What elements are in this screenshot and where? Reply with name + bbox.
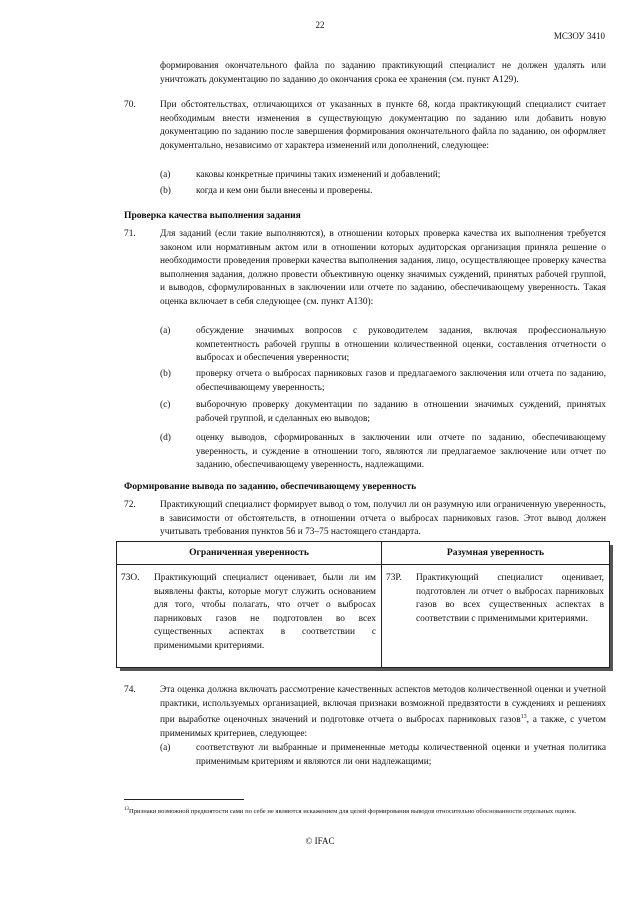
para-72-text: Практикующий специалист формирует вывод о том, получил ли он разумную или ограниченную уверенность, в зависимости от обстоятельств, в отношении отчета о выбросах парниковых газов. Этот вывод должен учитывать требования пунктов 56 и 73–75 настоящего стандарта. bbox=[160, 500, 606, 538]
para-70-item-a-label: (a) bbox=[160, 170, 171, 180]
table-right-text: Практикующий специалист оценивает, подготовлен ли отчет о выбросах парниковых газов во всех существенных аспектах в соответствии с применимыми критериями. bbox=[416, 573, 604, 624]
para-74-number: 74. bbox=[124, 685, 136, 695]
table-left-text: Практикующий специалист оценивает, были ли им выявлены факты, которые могут служить основанием для того, чтобы полагать, что отчет о выбросах парниковых газов не подготовлен во всех существенных аспектах в соответствии с применимыми критериями. bbox=[154, 573, 376, 651]
para-70-item-a-text: каковы конкретные причины таких изменений и добавлений; bbox=[196, 170, 441, 180]
table-header-limited: Ограниченная уверенность bbox=[189, 547, 309, 558]
footer-copyright: © IFAC bbox=[305, 836, 335, 846]
page-number: 22 bbox=[315, 20, 325, 30]
para-71-item-c-label: (c) bbox=[160, 400, 171, 410]
para-71-text: Для заданий (если такие выполняются), в отношении которых проверка качества их выполнения требуется законом или нормативным актом или в отношении которых аудиторская организация приняла решение о необходимости проведения проверки качества выполнения задания, лицо, осуществляющее проверку качества выполнения задания, должно провести объективную оценку значимых суждений, принятых рабочей группой, и выводов, сформулированных в заключении или отчете по заданию, обеспечивающему уверенность. Такая оценка включает в себя следующее (см. пункт A130): bbox=[160, 229, 606, 307]
para-71-item-b-label: (b) bbox=[160, 369, 171, 379]
para-70-item-b-label: (b) bbox=[160, 186, 171, 196]
footnote-number: 13 bbox=[124, 807, 129, 812]
para-71-item-c-text: выборочную проверку документации по заданию в отношении значимых суждений, принятых рабочей группой, и сделанных ею выводов; bbox=[196, 400, 606, 424]
table-right-number: 73P. bbox=[386, 573, 402, 583]
footnote-text: Признаки возможной предвзятости сами по себе не являются искажением для целей формирования выводов относительно обоснованности отдельных оценок. bbox=[129, 808, 577, 816]
table-shadow-bottom bbox=[120, 668, 613, 671]
table-column-divider bbox=[381, 542, 382, 667]
table-header-divider bbox=[117, 564, 609, 565]
para-71-number: 71. bbox=[124, 229, 136, 239]
para-74-item-a-text: соответствуют ли выбранные и примененные методы количественной оценки и учетная политика применимым критериям и являются ли они надлежащими; bbox=[196, 743, 606, 767]
para-71-item-d-label: (d) bbox=[160, 433, 171, 443]
para-71-item-a-label: (a) bbox=[160, 326, 171, 336]
para-74-item-a-label: (a) bbox=[160, 743, 171, 753]
intro-continuation: формирования окончательного файла по заданию практикующий специалист не должен удалять или уничтожать документацию по заданию до окончания срока ее хранения (см. пункт A129). bbox=[160, 61, 606, 85]
para-74-text bbox=[160, 684, 606, 742]
table-left-number: 73O. bbox=[121, 573, 140, 583]
para-74-text-before: Эта оценка должна включать рассмотрение качественных аспектов методов количественной оценки и учетной практики, используемых организацией, включая признаки возможной предвзятости в суждениях и решениях при выработке оценочных значений и подготовке отчета о выбросах парниковых газов bbox=[160, 685, 606, 726]
para-74-text-after: , а также, с учетом применимых критериев, следующее: bbox=[160, 715, 606, 739]
para-72-number: 72. bbox=[124, 500, 136, 510]
heading-conclusion: Формирование вывода по заданию, обеспечивающему уверенность bbox=[124, 481, 417, 492]
para-71-item-a-text: обсуждение значимых вопросов с руководителем задания, включая профессиональную компетентность рабочей группы в отношении количественной оценки, составления отчетности о выбросах и обеспечения уверенности; bbox=[196, 326, 606, 364]
document-code: МСЗОУ 3410 bbox=[553, 31, 605, 41]
table-shadow-right bbox=[610, 545, 613, 671]
table-header-reasonable: Разумная уверенность bbox=[446, 547, 545, 558]
footnote bbox=[124, 805, 606, 817]
para-71-item-d-text: оценку выводов, сформированных в заключении или отчете по заданию, обеспечивающему уверенность, и суждение в отношении того, являются ли предлагаемое заключение или отчет по заданию, обеспечивающему уверенность, надлежащими. bbox=[196, 433, 606, 471]
para-70-number: 70. bbox=[124, 100, 136, 110]
para-70-item-b-text: когда и кем они были внесены и проверены. bbox=[196, 186, 373, 196]
footnote-ref: 13 bbox=[520, 714, 527, 721]
footnote-rule bbox=[124, 799, 244, 800]
para-70-text: При обстоятельствах, отличающихся от указанных в пункте 68, когда практикующий специалист считает необходимым внести изменения в существующую документацию по заданию или добавить новую документацию по заданию после завершения формирования окончательного файла по заданию, он оформляет документально, независимо от характера изменений или дополнений, следующее: bbox=[160, 100, 606, 151]
assurance-table bbox=[116, 541, 610, 668]
para-71-item-b-text: проверку отчета о выбросах парниковых газов и предлагаемого заключения или отчета по заданию, обеспечивающему уверенность; bbox=[196, 369, 606, 393]
heading-quality-review: Проверка качества выполнения задания bbox=[124, 210, 301, 221]
